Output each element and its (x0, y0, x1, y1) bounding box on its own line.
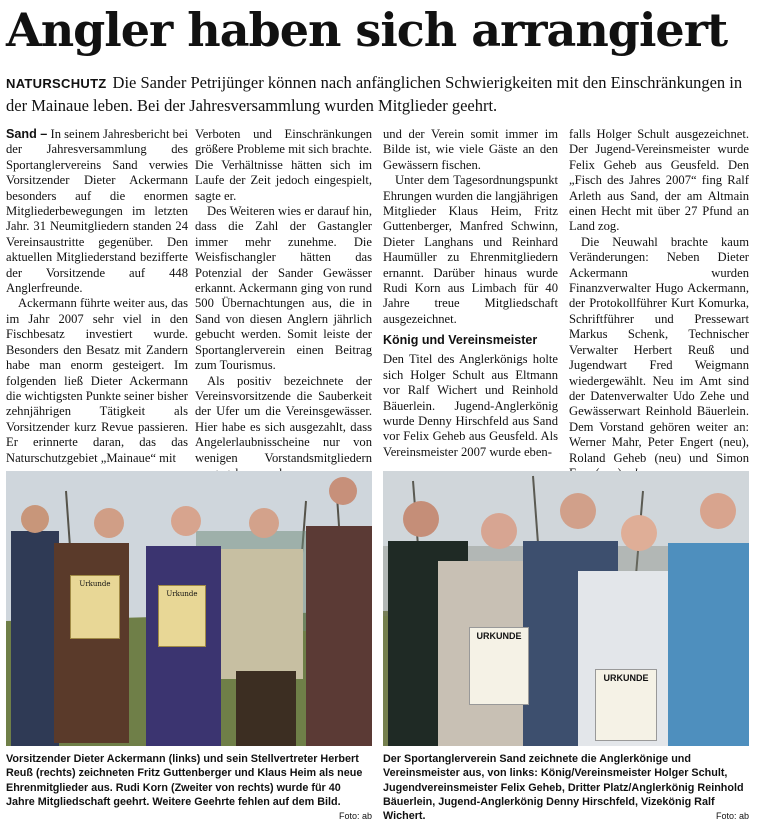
photo-caption: Vorsitzender Dieter Ackermann (links) und sein Stellvertreter Herbert Reuß (rechts) zeichneten Fritz Guttenberger und Klaus Heim als neue Ehrenmitglieder aus. Rudi Korn (Zweiter von rechts) wurde für 40 Jahre Mitgliedschaft geehrt. Weitere Geehrte fehlen auf dem Bild. Foto: ab (6, 752, 372, 823)
article-paragraph: Unter dem Tagesordnungspunkt Ehrungen wurden die langjährigen Mitglieder Klaus Heim, Fritz Guttenberger, Manfred Schwinn, Dieter Langhans und Reinhard Haumüller zu Ehrenmitgliedern ernannt. Darüber hinaus wurde Rudi Korn aus Limbach für 40 Jahre treue Mitgliedschaft ausgezeichnet. (383, 173, 558, 326)
certificate: Urkunde (70, 575, 120, 639)
certificate: URKUNDE (595, 669, 657, 741)
certificate: Urkunde (158, 585, 206, 647)
article-column-2 (195, 127, 372, 481)
headline: Angler haben sich arrangiert (6, 3, 728, 57)
article-column-4 (569, 127, 749, 481)
article-paragraph: Ackermann führte weiter aus, das im Jahr 2007 sehr viel in den Fischbesatz investiert wurde. Besonders den Besatz mit Zandern habe man enorm gesteigert. Im folgenden ließ Dieter Ackermann die wichtigsten Punkte seiner bisher zehnjährigen Tätigkeit als Vorsitzender kurz Revue passieren. Er erinnerte daran, das das Naturschutzgebiet „Mainaue“ mit (6, 296, 188, 465)
photo-honorees (6, 471, 372, 746)
article-paragraph: Die Neuwahl brachte kaum Veränderungen: Neben Dieter Ackermann wurden Finanzverwalter Hugo Ackermann, der Protokollführer Kurt Komurka, Schriftführer und Pressewart Markus Schenk, Technischer Verwalter Herbert Reuß und Jugendwart Fred Weigmann wiedergewählt. Neu im Amt sind der Datenverwalter Udo Zehe und Gewässerwart Reinhold Bäuerlein. Dem Vorstand gehören weiter an: Werner Mahr, Peter Engert (neu), Roland Geheb (neu) und Simon (569, 235, 749, 482)
article-column-3 (383, 127, 558, 460)
photo-image (383, 471, 749, 746)
article-paragraph: Als positiv bezeichnete der Vereinsvorsitzende die Sauberkeit der Ufer um die Vereinsgewässer. Hier habe es sich ausgezahlt, dass Angelerlaubnisscheine nur von wenigen Vorstandsmitgliedern (195, 373, 372, 465)
kicker (6, 72, 746, 117)
article-paragraph: falls Holger Schult ausgezeichnet. Der Jugend-Vereinsmeister wurde Felix Geheb aus Geusfeld. Den „Fisch des Jahres 2007“ fing Ralf Arleth aus Sand, der am Altmain einen Hecht mit über 27 Pfund an Land zog. (569, 127, 749, 234)
photo-credit: Foto: ab (715, 811, 749, 822)
certificate: URKUNDE (469, 627, 529, 705)
section-tag: NATURSCHUTZ (6, 76, 107, 91)
article-column-1 (6, 127, 188, 466)
kicker-text: Die Sander Petrijünger können nach anfänglichen Schwierigkeiten mit den Einschränkungen in der Mainaue leben. Bei der Jahresversammlung wurden Mitglieder geehrt. (6, 73, 743, 115)
photo-winners (383, 471, 749, 746)
dateline: Sand – (6, 127, 48, 141)
photo-credit: Foto: ab (338, 811, 372, 822)
article-paragraph: Des Weiteren wies er darauf hin, dass die Zahl der Gastangler immer mehr zunehme. Die Weisfischangler hätten das Potenzial der Sander Gewässer erkannt. Ackermann ging von rund 500 Übernachtungen aus, die in Sand von diesen Anglern jährlich gebucht werden. Somit leiste der Sportanglerverein einen Beitrag zum Tourismus. (195, 204, 372, 373)
article-paragraph: Verboten und Einschränkungen größere Probleme mit sich brachte. Die Verhältnisse hätten sich im Laufe der Zeit jedoch eingespielt, sagte er. (195, 127, 372, 203)
article-paragraph: Den Titel des Anglerkönigs holte sich Holger Schult aus Eltmann vor Ralf Wichert und Reinhold Bäuerlein. Jugend-Anglerkönig wurde Denny Hirschfeld aus Sand vor Felix Geheb aus Geusfeld. Als Vereinsmeister 2007 wurde eben- (383, 352, 558, 459)
article-paragraph: und der Verein somit immer im Bilde ist, wie viele Gäste an den Gewässern fischen. (383, 127, 558, 172)
article-paragraph: Sand – In seinem Jahresbericht bei der Jahresversammlung des Sportanglervereins Sand verwies Vorsitzender Dieter Ackermann besonders auf die enormen Mitgliederbewegungen im letzten Jahr. 31 Neumitgliedern standen 24 Vereinsaustritte gegenüber. Den aktuellen Mitgliederstand bezifferte der Vorsitzende auf 448 Anglerfreunde. (6, 127, 188, 296)
photo-caption: Der Sportanglerverein Sand zeichnete die Anglerkönige und Vereinsmeister aus, von links: König/Vereinsmeister Holger Schult, Jugendvereinsmeister Felix Geheb, Dritter Platz/Anglerkönig Reinhold Bäuerlein, Jugend-Anglerkönig Denny Hirschfeld, Vizekönig Ralf Wichert. Foto: ab (383, 753, 749, 823)
subheading: König und Vereinsmeister (383, 333, 538, 348)
